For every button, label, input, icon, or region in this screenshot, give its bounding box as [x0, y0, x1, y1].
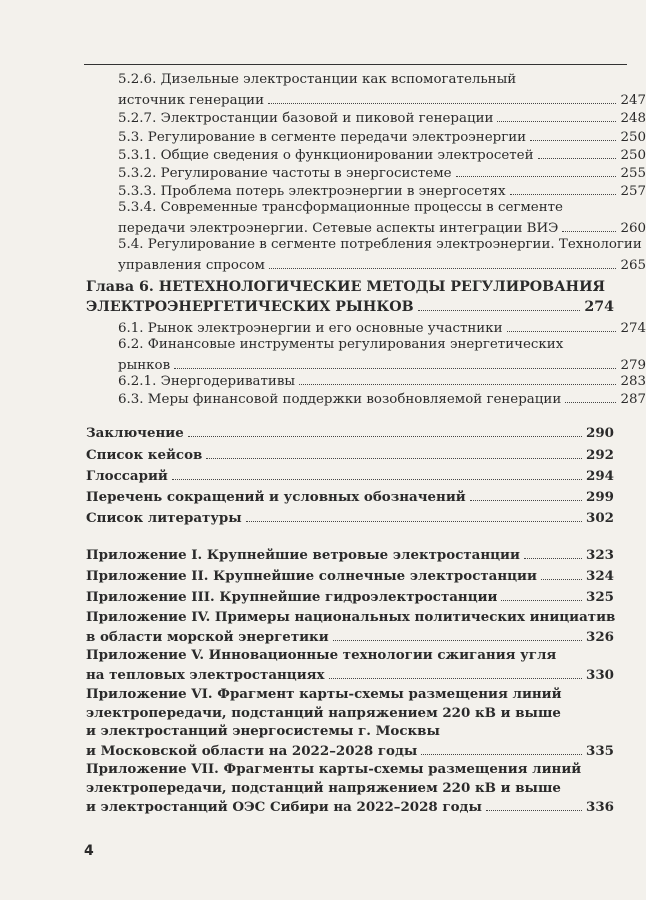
leader-dots [268, 90, 616, 104]
leader-dots [188, 423, 582, 437]
toc-entry-text: рынков [118, 357, 171, 373]
toc-page-number: 294 [586, 468, 614, 484]
toc-appendix [86, 566, 614, 586]
toc-appendix [86, 545, 614, 565]
toc-entry-text: Список литературы [86, 510, 242, 526]
leader-dots [497, 108, 616, 122]
toc-page-number: 250 [620, 130, 646, 145]
leader-dots [530, 127, 616, 141]
toc-section [86, 466, 614, 486]
toc-entry-text: 5.3.1. Общие сведения о функционировании электросетей [118, 148, 534, 163]
toc-entry-text: Приложение III. Крупнейшие гидроэлектростанции [86, 589, 498, 605]
toc-page-number: 274 [584, 298, 614, 315]
leader-dots [421, 741, 582, 755]
toc-page-number: 336 [586, 799, 614, 816]
leader-dots [329, 665, 583, 679]
toc-appendix [86, 608, 614, 646]
leader-dots [174, 355, 616, 369]
toc-page-number: 302 [586, 510, 614, 526]
toc-entry-text: Список кейсов [86, 447, 203, 463]
toc-entry-text: 5.3.2. Регулирование частоты в энергосистеме [118, 166, 452, 181]
leader-dots [418, 297, 581, 311]
toc-page-number: 257 [620, 184, 646, 199]
toc-entry-text: в области морской энергетики [86, 628, 329, 645]
toc-entry-text: на тепловых электростанциях [86, 666, 325, 683]
toc-entry-text: 6.2. Финансовые инструменты регулирования энергетических [118, 337, 564, 352]
toc-appendix [86, 646, 614, 684]
leader-dots [541, 566, 582, 580]
leader-dots [456, 163, 617, 177]
toc-page-number: 274 [620, 321, 646, 336]
toc-page-number: 283 [620, 374, 646, 389]
toc-entry-text: и электростанций энергосистемы г. Москвы [86, 723, 440, 740]
leader-dots [565, 389, 616, 403]
toc-page-number: 247 [620, 92, 646, 108]
toc-entry-text: Глава 6. НЕТЕХНОЛОГИЧЕСКИЕ МЕТОДЫ РЕГУЛИРОВАНИЯ [86, 279, 605, 295]
toc-entry [86, 389, 646, 410]
toc-appendix [86, 685, 614, 760]
toc-entry-text: 5.2.6. Дизельные электростанции как вспомогательный [118, 72, 517, 87]
toc-entry-text: Перечень сокращений и условных обозначений [86, 489, 466, 505]
toc-entry [86, 336, 646, 375]
toc-page-number: 279 [620, 357, 646, 373]
toc-entry-text: Приложение II. Крупнейшие солнечные электростанции [86, 568, 537, 584]
toc-entry-text: и Московской области на 2022–2028 годы [86, 742, 418, 759]
toc-entry-text: 5.2.7. Электростанции базовой и пиковой генерации [118, 111, 494, 126]
leader-dots [246, 508, 582, 522]
toc-entry-text: 6.3. Меры финансовой поддержки возобновляемой генерации [118, 392, 562, 407]
leader-dots [486, 797, 582, 811]
toc-entry [86, 108, 646, 129]
toc-entry-text: 5.3. Регулирование в сегменте передачи электроэнергии [118, 130, 527, 145]
toc-entry-text: передачи электроэнергии. Сетевые аспекты интеграции ВИЭ [118, 220, 559, 236]
leader-dots [501, 587, 582, 601]
toc-entry [86, 199, 646, 238]
toc-page-number: 265 [620, 257, 646, 273]
toc-section [86, 445, 614, 465]
toc-entry [86, 71, 646, 110]
toc-entry-text: электропередачи, подстанций напряжением 220 кВ и выше [86, 704, 561, 721]
toc-chapter-heading [86, 278, 614, 316]
toc-page-number: 260 [620, 220, 646, 236]
toc-section [86, 508, 614, 528]
toc-page-number: 250 [620, 148, 646, 163]
toc-page-number: 290 [586, 425, 614, 441]
leader-dots [269, 255, 617, 269]
toc-entry-text: 6.1. Рынок электроэнергии и его основные участники [118, 321, 503, 336]
leader-dots [524, 545, 582, 559]
toc-page-number: 326 [586, 628, 614, 645]
toc-page-number: 324 [586, 568, 614, 584]
toc-page-number: 248 [620, 111, 646, 126]
toc-entry-text: и электростанций ОЭС Сибири на 2022–2028 годы [86, 799, 482, 816]
leader-dots [510, 181, 617, 195]
toc-page-number: 292 [586, 447, 614, 463]
toc-entry-text: 6.2.1. Энергодеривативы [118, 374, 296, 389]
leader-dots [333, 627, 582, 641]
toc-entry-text: источник генерации [118, 92, 265, 108]
toc-entry-text: 5.3.4. Современные трансформационные процессы в сегменте [118, 200, 563, 215]
toc-appendix [86, 587, 614, 607]
toc-entry-text: Глоссарий [86, 468, 168, 484]
toc-page-number: 330 [586, 666, 614, 683]
leader-dots [299, 371, 616, 385]
toc-entry-text: 5.4. Регулирование в сегменте потребления электроэнергии. Технологии [118, 237, 642, 252]
leader-dots [507, 318, 617, 332]
toc-entry-text: Приложение VI. Фрагмент карты-схемы размещения линий [86, 686, 562, 702]
toc-page-number: 335 [586, 742, 614, 759]
toc-entry-text: Заключение [86, 425, 184, 441]
toc-entry-text: Приложение I. Крупнейшие ветровые электростанции [86, 547, 520, 563]
toc-section [86, 487, 614, 507]
toc-entry-text: электропередачи, подстанций напряжением 220 кВ и выше [86, 779, 561, 796]
toc-page-number: 287 [620, 392, 646, 407]
toc-entry-text: ЭЛЕКТРОЭНЕРГЕТИЧЕСКИХ РЫНКОВ [86, 298, 414, 315]
toc-entry-text: управления спросом [118, 257, 265, 273]
toc-entry-text: Приложение V. Инновационные технологии сжигания угля [86, 647, 557, 663]
toc-page-number: 325 [586, 589, 614, 605]
toc-entry [86, 236, 646, 275]
toc-section [86, 423, 614, 443]
toc-entry-text: Приложение VII. Фрагменты карты-схемы размещения линий [86, 761, 582, 777]
toc-page-number: 255 [620, 166, 646, 181]
leader-dots [172, 466, 582, 480]
toc-page-number: 323 [586, 547, 614, 563]
toc-entry-text: Приложение IV. Примеры национальных политических инициатив [86, 609, 616, 625]
leader-dots [206, 445, 582, 459]
leader-dots [538, 145, 617, 159]
page-number: 4 [84, 843, 94, 859]
toc-entry-text: 5.3.3. Проблема потерь электроэнергии в энергосетях [118, 184, 506, 199]
toc-appendix [86, 760, 614, 817]
leader-dots [470, 487, 582, 501]
toc-page-number: 299 [586, 489, 614, 505]
leader-dots [562, 218, 616, 232]
header-rule [84, 64, 627, 65]
